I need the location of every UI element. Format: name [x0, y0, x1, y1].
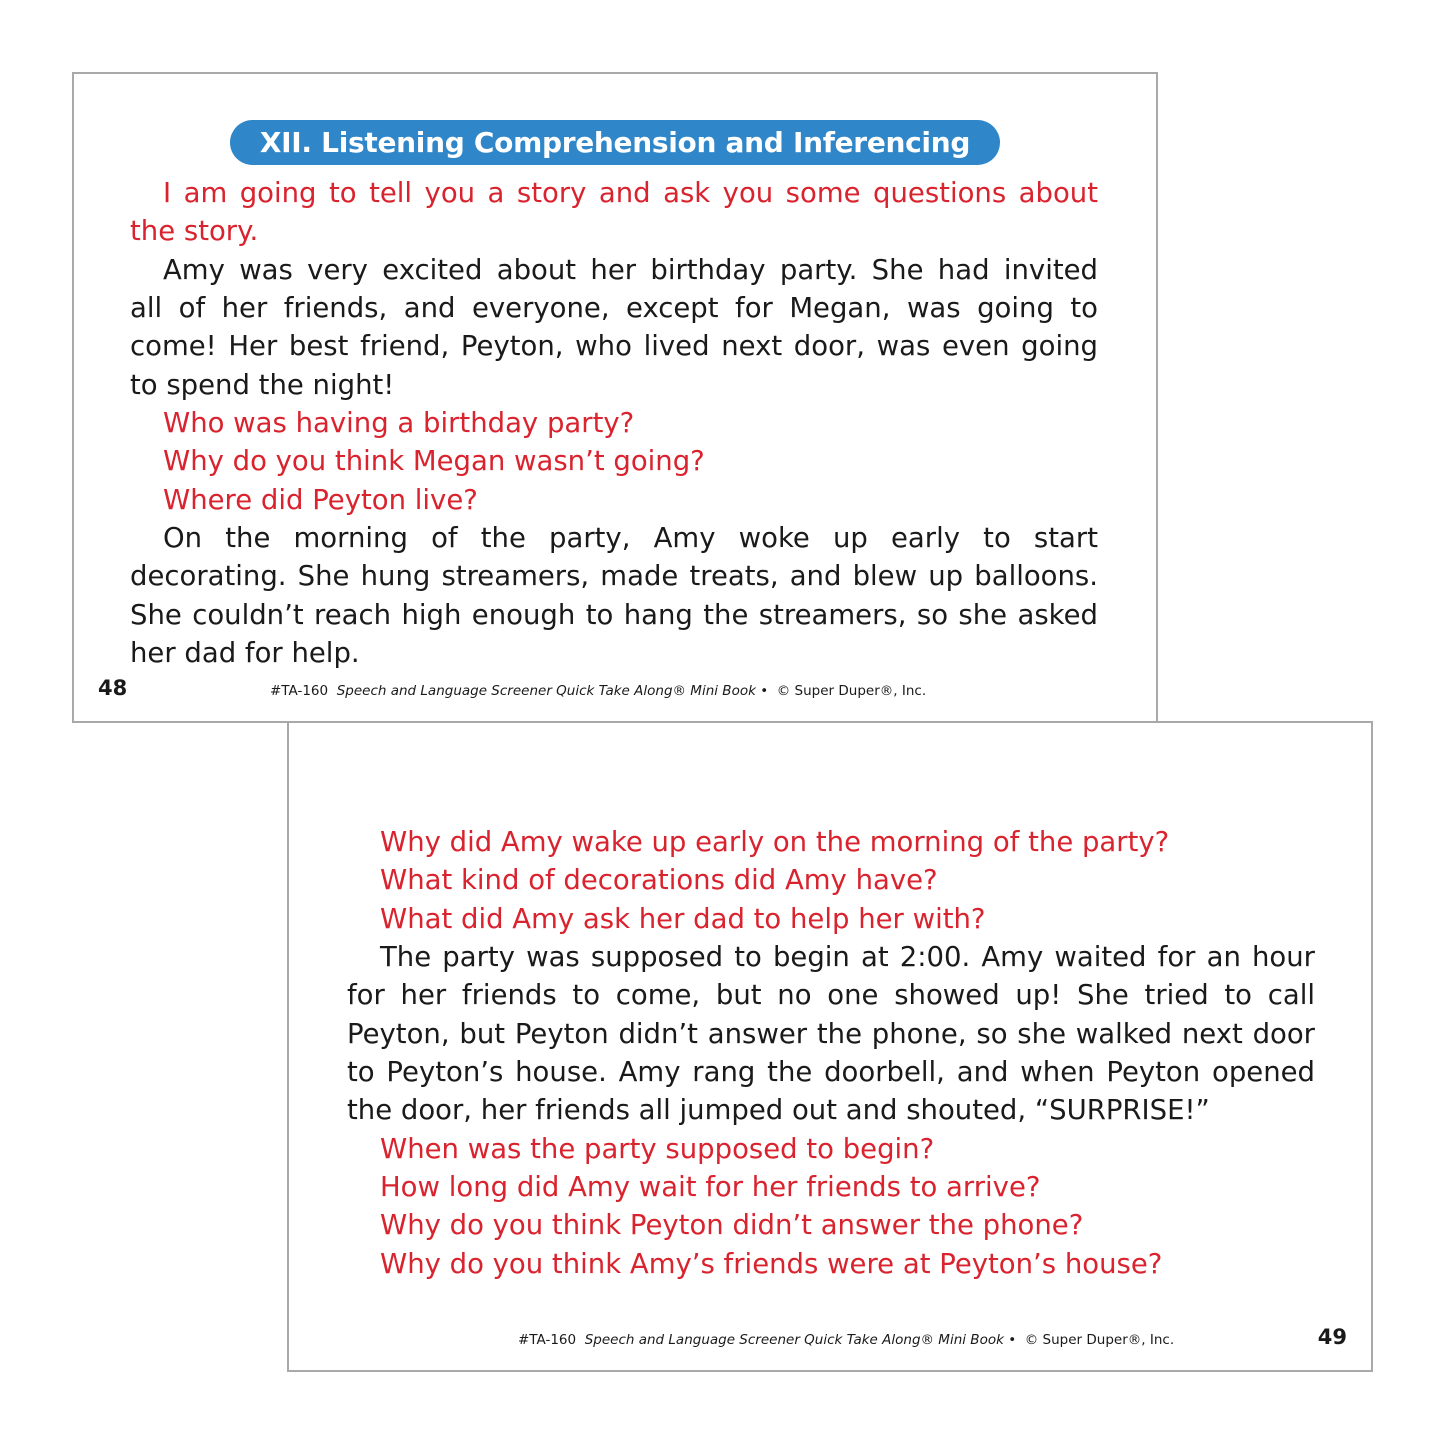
page-footer [518, 1332, 1174, 1348]
page-footer [270, 683, 926, 699]
story-line: her dad for help. [130, 637, 360, 670]
question-line: How long did Amy wait for her friends to arrive? [380, 1171, 1041, 1204]
product-code: #TA-160 [270, 683, 329, 699]
copyright: © Super Duper®, Inc. [776, 683, 927, 699]
story-line: to spend the night! [130, 368, 395, 401]
story-line: She couldn’t reach high enough to hang the streamers, so she asked [130, 598, 1098, 631]
story-line: for her friends to come, but no one showed up! She tried to call [347, 979, 1315, 1012]
story-line: The party was supposed to begin at 2:00. Amy waited for an hour [380, 941, 1315, 974]
story-text-block [130, 174, 1098, 672]
story-line: Peyton, but Peyton didn’t answer the phone, so she walked next door [347, 1017, 1315, 1050]
question-line: What did Amy ask her dad to help her with? [380, 902, 986, 935]
question-line: Why do you think Amy’s friends were at Peyton’s house? [380, 1247, 1163, 1280]
footer-separator: • [760, 683, 769, 699]
footer-separator: • [1008, 1332, 1017, 1348]
story-text-block [347, 823, 1315, 1283]
story-line: decorating. She hung streamers, made treats, and blew up balloons. [130, 560, 1098, 593]
question-line: Who was having a birthday party? [163, 407, 635, 440]
question-line: Why did Amy wake up early on the morning of the party? [380, 826, 1170, 858]
story-line: On the morning of the party, Amy woke up early to start [163, 522, 1098, 555]
question-line: What kind of decorations did Amy have? [380, 864, 938, 897]
story-line: to Peyton’s house. Amy rang the doorbell, and when Peyton opened [347, 1056, 1315, 1089]
question-line: Where did Peyton live? [163, 483, 478, 516]
question-line: Why do you think Peyton didn’t answer the phone? [380, 1209, 1084, 1242]
question-line: When was the party supposed to begin? [380, 1132, 935, 1165]
section-title-banner: XII. Listening Comprehension and Inferencing [230, 120, 1000, 165]
product-code: #TA-160 [518, 1332, 577, 1348]
book-title: Speech and Language Screener Quick Take Along® Mini Book [584, 1332, 1004, 1348]
story-line: all of her friends, and everyone, except for Megan, was going to [130, 292, 1098, 325]
question-line: the story. [130, 215, 259, 248]
story-line: Amy was very excited about her birthday party. She had invited [163, 253, 1098, 286]
page-number: 48 [98, 676, 128, 700]
story-line: come! Her best friend, Peyton, who lived next door, was even going [130, 330, 1098, 363]
book-page-48 [72, 72, 1158, 723]
page-number: 49 [1317, 1325, 1347, 1349]
question-line: Why do you think Megan wasn’t going? [163, 445, 705, 478]
copyright: © Super Duper®, Inc. [1024, 1332, 1175, 1348]
story-line: the door, her friends all jumped out and shouted, “SURPRISE!” [347, 1094, 1210, 1127]
book-page-49 [287, 721, 1373, 1372]
question-line: I am going to tell you a story and ask you some questions about [163, 177, 1098, 209]
book-title: Speech and Language Screener Quick Take Along® Mini Book [336, 683, 756, 699]
